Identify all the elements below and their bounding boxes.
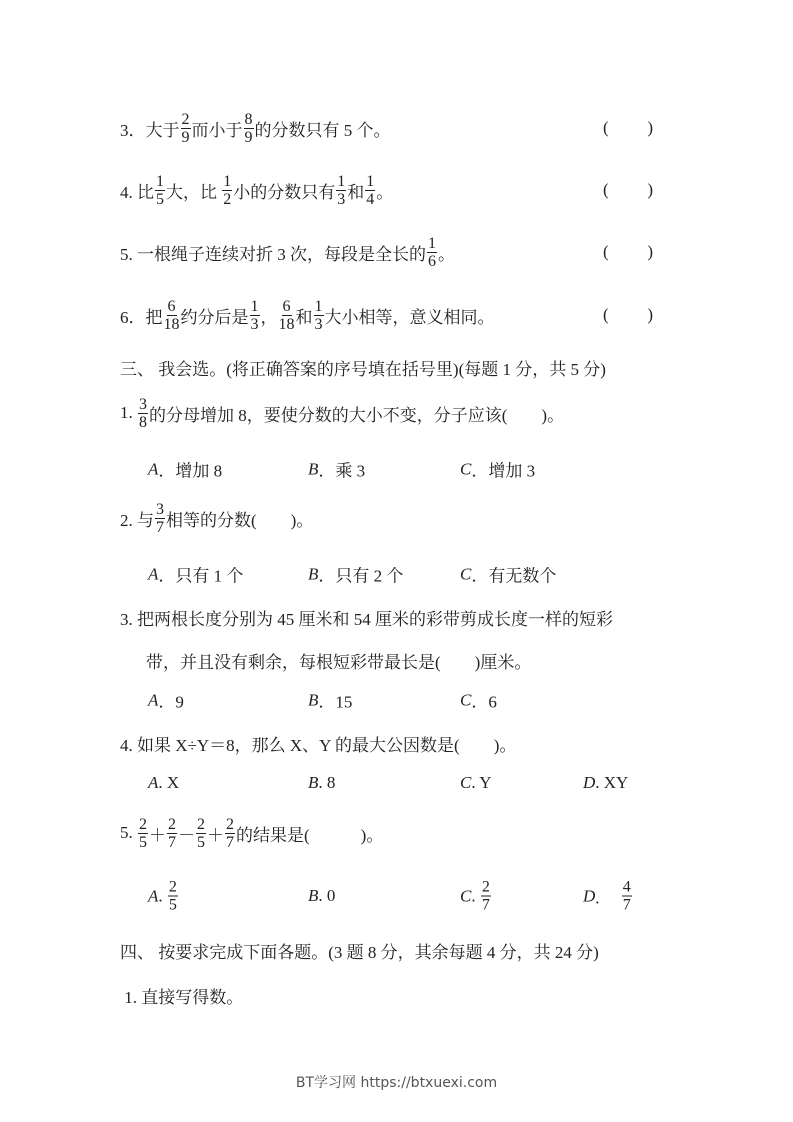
text: 1. (120, 403, 137, 422)
denominator: 9 (181, 128, 190, 146)
option-letter: C (460, 459, 472, 478)
option-letter: A (148, 886, 159, 905)
option-letter: B (308, 564, 319, 583)
fraction (155, 501, 165, 536)
numerator: 1 (250, 297, 259, 315)
text: ．只有 1 个 (158, 566, 244, 586)
option-c[interactable] (460, 457, 535, 482)
denominator: 5 (156, 190, 164, 208)
text: 4. 比 (120, 182, 154, 202)
denominator: 3 (314, 315, 323, 333)
fraction (222, 173, 232, 208)
denominator: 6 (428, 252, 436, 270)
option-b[interactable] (308, 562, 403, 587)
text: 带，并且没有剩余，每根短彩带最长是( )厘米。 (146, 652, 532, 672)
judge-item-5 (120, 232, 455, 272)
option-letter: B (308, 773, 319, 792)
numerator: 1 (314, 297, 323, 315)
paren-open: ( (603, 118, 609, 137)
paren-open: ( (603, 305, 609, 324)
fraction (279, 298, 295, 333)
text: ＋ (149, 825, 166, 845)
option-letter: B (308, 886, 319, 905)
fraction (314, 298, 324, 333)
numerator: 2 (197, 815, 205, 833)
numerator: 1 (156, 172, 164, 190)
denominator: 2 (223, 190, 232, 208)
text: ．有无数个 (471, 566, 557, 586)
choice-question-1 (120, 393, 564, 433)
fraction (138, 396, 148, 431)
numerator: 2 (139, 815, 147, 833)
text: . 8 (318, 773, 336, 792)
numerator: 6 (282, 297, 291, 315)
text: 1. 直接写得数。 (120, 987, 244, 1007)
paren-open: ( (603, 242, 609, 261)
text: － (178, 825, 195, 845)
option-b[interactable] (308, 457, 365, 482)
text: 3. 把两根长度分别为 45 厘米和 54 厘米的彩带剪成长度一样的短彩 (120, 609, 613, 629)
option-d[interactable] (583, 879, 633, 914)
option-c[interactable] (460, 562, 556, 587)
text: 和 (347, 182, 365, 202)
text: 三、 我会选。(将正确答案的序号填在括号里)(每题 1 分，共 5 分) (120, 359, 606, 379)
text: . XY (595, 773, 629, 792)
option-letter: A (148, 690, 159, 709)
text: ．增加 3 (471, 461, 536, 481)
denominator: 5 (197, 833, 205, 851)
option-a[interactable] (148, 457, 222, 482)
question-4-1 (120, 975, 243, 1015)
option-a[interactable] (148, 688, 184, 713)
fraction (196, 816, 206, 851)
text: 大，比 (166, 182, 222, 202)
text: ．只有 2 个 (318, 566, 404, 586)
fraction (138, 816, 148, 851)
answer-paren[interactable] (603, 118, 653, 138)
numerator: 1 (223, 172, 232, 190)
option-b[interactable] (308, 886, 335, 906)
text: ．15 (318, 692, 353, 712)
text: 的分母增加 8，要使分数的大小不变，分子应该( )。 (149, 405, 565, 425)
text: 的结果是( )。 (236, 825, 384, 845)
text: 5. (120, 823, 137, 842)
denominator: 3 (250, 315, 259, 333)
numerator: 2 (226, 815, 234, 833)
denominator: 7 (481, 896, 490, 914)
text: ．增加 8 (158, 461, 223, 481)
fraction (181, 111, 191, 146)
text: ．9 (158, 692, 184, 712)
text: 大小相等，意义相同。 (324, 307, 495, 327)
numerator: 6 (167, 297, 176, 315)
option-b[interactable] (308, 773, 335, 793)
text: 5. 一根绳子连续对折 3 次，每段是全长的 (120, 244, 426, 264)
numerator: 3 (156, 500, 164, 518)
denominator: 18 (278, 315, 295, 333)
fraction (167, 816, 177, 851)
fraction (365, 173, 375, 208)
text: 。 (438, 244, 455, 264)
option-a[interactable] (148, 562, 243, 587)
answer-paren[interactable] (603, 180, 653, 200)
option-b[interactable] (308, 688, 352, 713)
text: 6．把 (120, 307, 163, 327)
fraction (164, 298, 180, 333)
answer-paren[interactable] (603, 242, 653, 262)
denominator: 4 (366, 190, 375, 208)
numerator: 1 (428, 234, 436, 252)
denominator: 7 (622, 896, 631, 914)
fraction (481, 879, 491, 914)
text: 而小于 (191, 120, 243, 140)
fraction (225, 816, 235, 851)
numerator: 4 (622, 878, 631, 896)
denominator: 7 (168, 833, 176, 851)
text: ， (260, 307, 278, 327)
text: 约分后是 (180, 307, 249, 327)
option-a[interactable] (148, 773, 179, 793)
text: 4. 如果 X÷Y＝8，那么 X、Y 的最大公因数是( )。 (120, 735, 517, 755)
numerator: 2 (168, 878, 177, 896)
choice-question-5 (120, 813, 383, 853)
choice-question-2 (120, 498, 313, 538)
numerator: 2 (481, 878, 490, 896)
option-letter: D (583, 886, 596, 905)
text: 小的分数只有 (233, 182, 336, 202)
option-letter: A (148, 773, 159, 792)
option-letter: D (583, 773, 596, 792)
section-4-heading (120, 930, 599, 970)
option-letter: C (460, 886, 472, 905)
text: 3．大于 (120, 120, 180, 140)
paren-close: ) (647, 180, 653, 199)
text: ．6 (471, 692, 497, 712)
judge-item-3 (120, 108, 391, 148)
denominator: 7 (156, 518, 164, 536)
section-3-heading (120, 347, 606, 387)
text: 。 (376, 182, 394, 202)
option-letter: B (308, 690, 319, 709)
fraction (244, 111, 254, 146)
denominator: 18 (163, 315, 180, 333)
choice-question-3-cont (146, 640, 531, 680)
text: ．乘 3 (318, 461, 366, 481)
denominator: 9 (244, 128, 253, 146)
paren-close: ) (647, 305, 653, 324)
answer-paren[interactable] (603, 305, 653, 325)
fraction (622, 879, 632, 914)
numerator: 1 (366, 172, 375, 190)
text: . Y (471, 773, 492, 792)
fraction (168, 879, 178, 914)
text: . (158, 886, 167, 905)
denominator: 5 (168, 896, 177, 914)
option-c[interactable] (460, 879, 492, 914)
option-letter: C (460, 564, 472, 583)
option-d[interactable] (583, 773, 628, 793)
text: 和 (295, 307, 313, 327)
numerator: 2 (181, 110, 190, 128)
text: . 0 (318, 886, 336, 905)
text: 的分数只有 5 个。 (254, 120, 391, 140)
fraction (427, 235, 437, 270)
fraction (250, 298, 260, 333)
denominator: 8 (139, 413, 147, 431)
paren-close: ) (647, 118, 653, 137)
numerator: 1 (337, 172, 346, 190)
text: 2. 与 (120, 510, 154, 530)
text: . X (158, 773, 180, 792)
text: . (471, 886, 480, 905)
numerator: 8 (244, 110, 253, 128)
option-a[interactable] (148, 879, 179, 914)
text: 相等的分数( )。 (166, 510, 314, 530)
option-letter: B (308, 459, 319, 478)
option-letter: A (148, 564, 159, 583)
text: ＋ (207, 825, 224, 845)
denominator: 5 (139, 833, 147, 851)
denominator: 3 (337, 190, 346, 208)
footer-watermark: BT学习网 https://btxuexi.com (295, 1075, 498, 1091)
choice-question-4 (120, 723, 516, 763)
fraction (336, 173, 346, 208)
text: 四、 按要求完成下面各题。(3 题 8 分，其余每题 4 分，共 24 分) (120, 942, 599, 962)
text: . (595, 888, 621, 908)
denominator: 7 (226, 833, 234, 851)
paren-open: ( (603, 180, 609, 199)
judge-item-4 (120, 170, 393, 210)
option-letter: A (148, 459, 159, 478)
fraction (155, 173, 165, 208)
judge-item-6 (120, 295, 495, 335)
numerator: 2 (168, 815, 176, 833)
paren-close: ) (647, 242, 653, 261)
numerator: 3 (139, 395, 147, 413)
choice-question-3 (120, 597, 613, 637)
option-letter: C (460, 773, 472, 792)
option-letter: C (460, 690, 472, 709)
option-c[interactable] (460, 688, 497, 713)
option-c[interactable] (460, 773, 492, 793)
